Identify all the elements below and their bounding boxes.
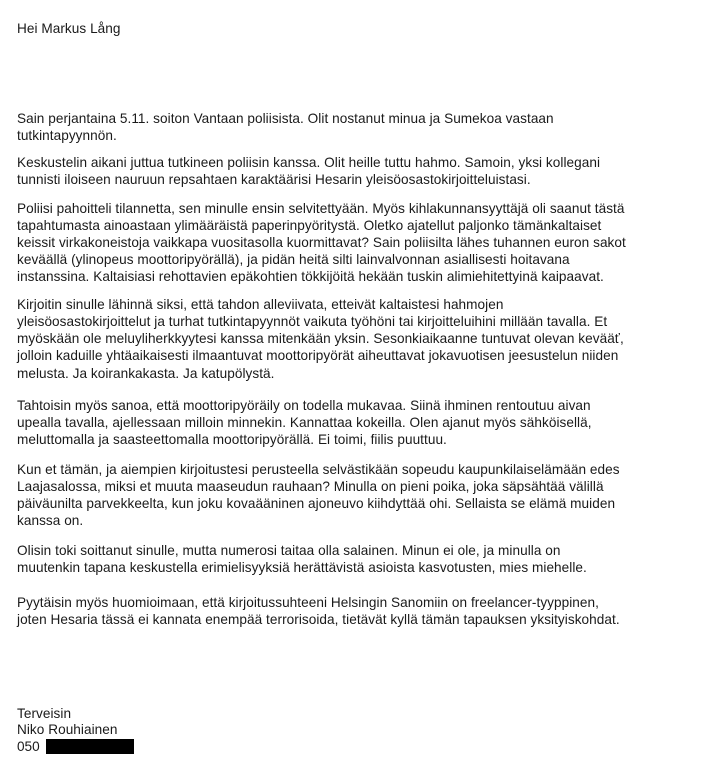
- paragraph-line: keissit virkakoneistoja vaikkapa vuositasolla kuormittavat? Sain poliisilta lähes tuhannen euron sakot: [17, 235, 626, 250]
- paragraph-line: myöskään ole meluyliherkkyytesi kanssa mitenkään yksin. Sesonkiaikaanne tuntuvat olevan kevääť,: [17, 331, 624, 346]
- paragraph-line: instanssina. Kaltaisiasi rehottavien epäkohtien tökkijöitä hekään tuskin alimiehitettyinä kaipaavat.: [17, 269, 604, 284]
- paragraph-line: Olisin toki soittanut sinulle, mutta numerosi taitaa olla salainen. Minun ei ole, ja minulla on: [17, 543, 561, 558]
- paragraph-line: upealla tavalla, ajellessaan milloin minnekin. Kannattaa kokeilla. Olen ajanut myös sähköisellä,: [17, 415, 592, 430]
- signer-name: Niko Rouhiainen: [17, 722, 118, 737]
- paragraph-line: joten Hesaria tässä ei kannata enempää terrorisoida, tietävät kyllä tämän tapauksen yksityiskohdat.: [17, 612, 620, 627]
- paragraph-line: yleisöosastokirjoittelut ja turhat tutkintapyynnöt vaikuta työhöni tai kirjoitteluihini millään tavalla. Et: [17, 314, 608, 329]
- paragraph-line: tunnisti iloiseen nauruun repsahtaen karaktäärisi Hesarin yleisöosastokirjoitteluistasi.: [17, 172, 531, 187]
- paragraph-line: Laajasalossa, miksi et muuta maaseudun rauhaan? Minulla on pieni poika, joka säpsähtää välillä: [17, 479, 604, 494]
- paragraph-line: melusta. Ja koirankakasta. Ja katupölystä.: [17, 366, 275, 381]
- phone-row: [17, 739, 134, 755]
- paragraph-line: muutenkin tapana keskustella erimielisyyksiä herättävistä asioista kasvotusten, mies miehelle.: [17, 560, 587, 575]
- redacted-phone-number: [46, 739, 134, 754]
- paragraph-line: Keskustelin aikani juttua tutkineen poliisin kanssa. Olit heille tuttu hahmo. Samoin, yksi kollegani: [17, 155, 601, 170]
- paragraph-line: meluttomalla ja saasteettomalla moottoripyörällä. Ei toimi, fiilis puuttuu.: [17, 432, 447, 447]
- paragraph-line: tutkintapyynnön.: [17, 128, 117, 143]
- closing: Terveisin: [17, 706, 72, 721]
- paragraph-line: Kirjoitin sinulle lähinnä siksi, että tahdon alleviivata, etteivät kaltaistesi hahmojen: [17, 297, 504, 312]
- paragraph-line: Kun et tämän, ja aiempien kirjoitustesi perusteella selvästikään sopeudu kaupunkilaiselämään edes: [17, 462, 620, 477]
- paragraph-line: päiväunilta parvekkeelta, kun joku kovaääninen ajoneuvo kiihdyttää ohi. Sellaista se elämä muiden: [17, 496, 616, 511]
- paragraph-line: keväällä (ylinopeus moottoripyörällä), ja pidän heitä silti lainvalvonnan asiallisesti hoitavana: [17, 252, 570, 267]
- paragraph-line: kanssa on.: [17, 513, 84, 528]
- paragraph-line: Sain perjantaina 5.11. soiton Vantaan poliisista. Olit nostanut minua ja Sumekoa vastaan: [17, 111, 554, 126]
- phone-prefix: 050: [17, 739, 40, 754]
- paragraph-line: Pyytäisin myös huomioimaan, että kirjoitussuhteeni Helsingin Sanomiin on freelancer-tyyppinen,: [17, 595, 599, 610]
- paragraph-line: Poliisi pahoitteli tilannetta, sen minulle ensin selvitettyään. Myös kihlakunnansyyttäjä oli saanut tästä: [17, 201, 625, 216]
- paragraph-line: tapahtumasta ainoastaan ylimääräistä paperinpyöritystä. Oletko ajatellut paljonko tämänkaltaiset: [17, 218, 602, 233]
- greeting: Hei Markus Lång: [17, 21, 121, 36]
- paragraph-line: Tahtoisin myös sanoa, että moottoripyöräily on todella mukavaa. Siinä ihminen rentoutuu aivan: [17, 398, 591, 413]
- paragraph-line: jolloin kaduille yhtäaikaisesti ilmaantuvat moottoripyörät aiheuttavat jokavuotisen jeesustelun niiden: [17, 348, 619, 363]
